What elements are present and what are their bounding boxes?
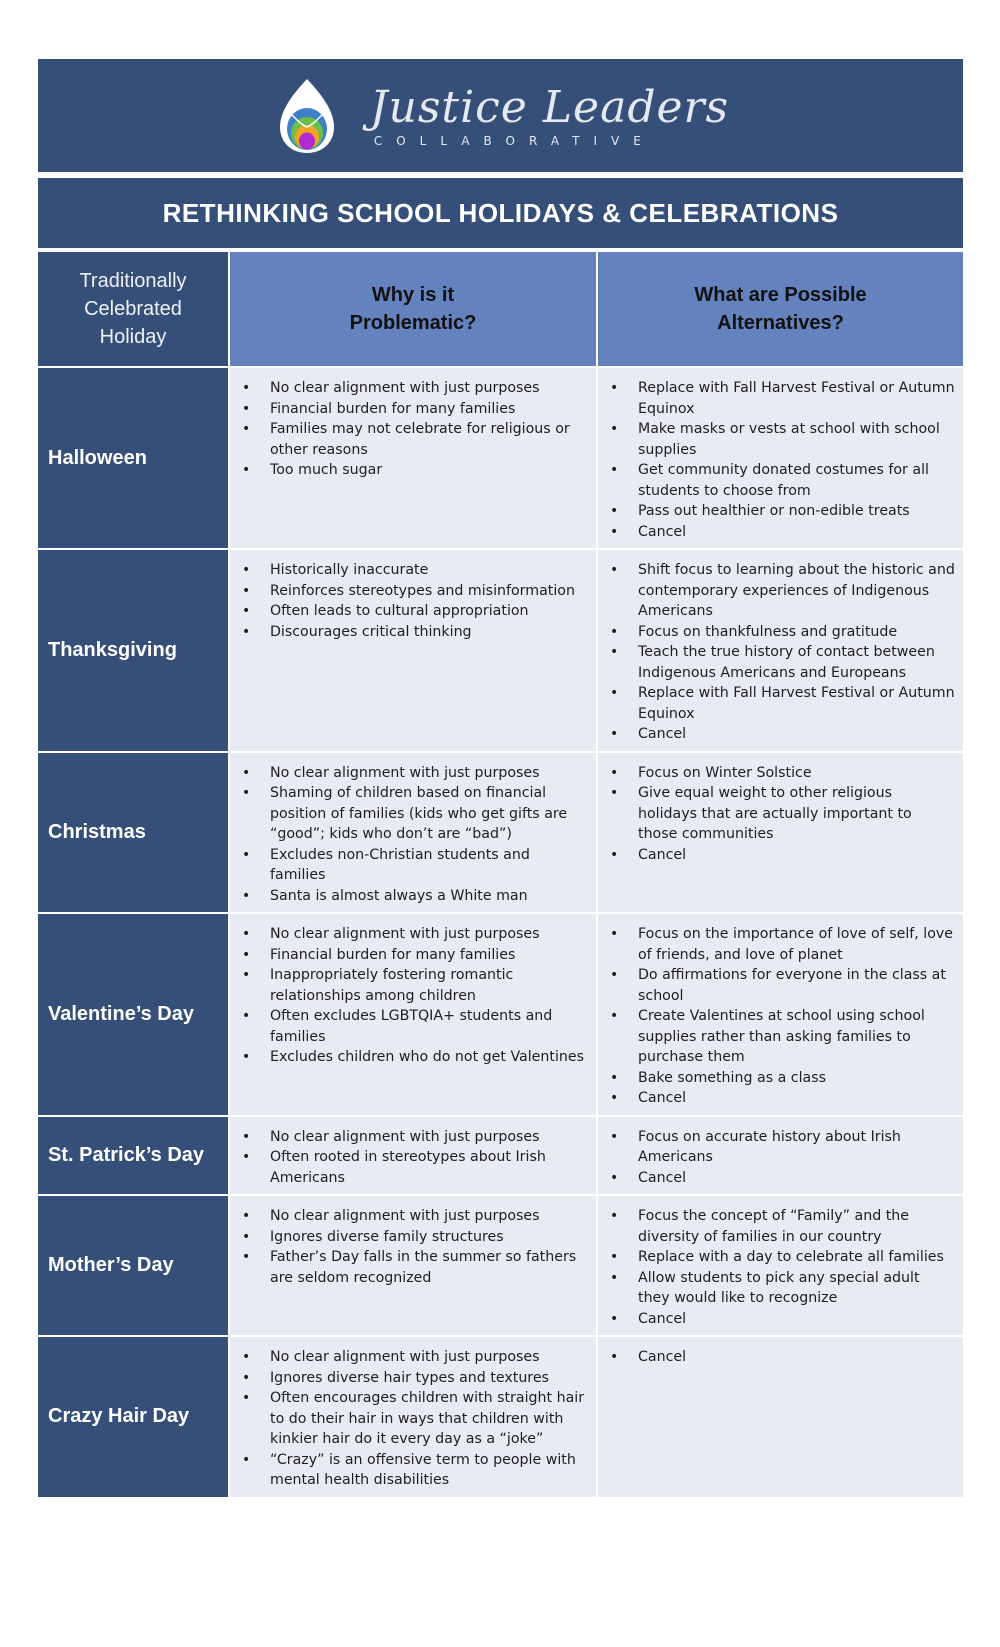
list-item: • “Crazy” is an offensive term to people with mental health disabilities — [270, 1450, 588, 1491]
header-line: Celebrated — [84, 298, 182, 320]
list-item: • Reinforces stereotypes and misinformation — [270, 581, 588, 602]
list-item: • No clear alignment with just purposes — [270, 378, 588, 399]
table-row — [38, 1194, 963, 1335]
list-item: • Shaming of children based on financial position of families (kids who get gifts are “good”; kids who don’t are “bad”) — [270, 783, 588, 845]
list-item: • Create Valentines at school using school supplies rather than asking families to purchase them — [638, 1006, 955, 1068]
problem-cell — [228, 1115, 596, 1195]
list-item: • Discourages critical thinking — [270, 622, 588, 643]
alternatives-cell — [596, 1335, 963, 1497]
header-line: What are Possible — [694, 284, 867, 306]
problem-list — [230, 753, 596, 913]
list-item: • Cancel — [638, 1309, 955, 1330]
alternatives-cell — [596, 1115, 963, 1195]
list-item: • Focus on Winter Solstice — [638, 763, 955, 784]
list-item: • Cancel — [638, 522, 955, 543]
list-item: • Ignores diverse family structures — [270, 1227, 588, 1248]
list-item: • Cancel — [638, 845, 955, 866]
list-item: • Often leads to cultural appropriation — [270, 601, 588, 622]
header-line: Problematic? — [349, 312, 477, 334]
column-header-why — [228, 252, 596, 366]
list-item: • Families may not celebrate for religious or other reasons — [270, 419, 588, 460]
logo — [272, 75, 729, 157]
holidays-table — [38, 252, 963, 1497]
list-item: • Focus on accurate history about Irish Americans — [638, 1127, 955, 1168]
problem-list — [230, 1337, 596, 1497]
list-item: • No clear alignment with just purposes — [270, 924, 588, 945]
header-line: Traditionally — [79, 270, 187, 292]
logo-subtitle: COLLABORATIVE — [373, 133, 655, 148]
table-body — [38, 366, 963, 1497]
problem-cell — [228, 1335, 596, 1497]
column-header-holiday — [38, 252, 228, 366]
problem-cell — [228, 751, 596, 913]
table-row — [38, 751, 963, 913]
alternatives-list — [598, 1117, 963, 1195]
list-item: • Pass out healthier or non-edible treats — [638, 501, 955, 522]
problem-list — [230, 1117, 596, 1195]
list-item: • Replace with a day to celebrate all families — [638, 1247, 955, 1268]
list-item: • Bake something as a class — [638, 1068, 955, 1089]
table-row — [38, 548, 963, 751]
alternatives-list — [598, 753, 963, 872]
list-item: • Shift focus to learning about the historic and contemporary experiences of Indigenous Americans — [638, 560, 955, 622]
alternatives-list — [598, 914, 963, 1115]
list-item: • No clear alignment with just purposes — [270, 1206, 588, 1227]
list-item: • Cancel — [638, 1088, 955, 1109]
problem-cell — [228, 366, 596, 548]
problem-cell — [228, 912, 596, 1115]
header-banner — [38, 59, 963, 172]
header-line: Alternatives? — [717, 312, 844, 334]
list-item: • Focus on the importance of love of self, love of friends, and love of planet — [638, 924, 955, 965]
page-title: RETHINKING SCHOOL HOLIDAYS & CELEBRATIONS — [162, 197, 839, 228]
problem-list — [230, 368, 596, 487]
holiday-name: Halloween — [38, 366, 228, 548]
problem-list — [230, 914, 596, 1074]
alternatives-cell — [596, 1194, 963, 1335]
table-row — [38, 1115, 963, 1195]
alternatives-cell — [596, 548, 963, 751]
alternatives-list — [598, 550, 963, 751]
problem-list — [230, 550, 596, 648]
alternatives-list — [598, 368, 963, 548]
table-row — [38, 366, 963, 548]
list-item: • Historically inaccurate — [270, 560, 588, 581]
alternatives-cell — [596, 751, 963, 913]
list-item: • Financial burden for many families — [270, 945, 588, 966]
list-item: • Focus the concept of “Family” and the diversity of families in our country — [638, 1206, 955, 1247]
alternatives-list — [598, 1196, 963, 1335]
header-line: Holiday — [99, 326, 167, 348]
list-item: • Cancel — [638, 1347, 955, 1368]
holiday-name: Crazy Hair Day — [38, 1335, 228, 1497]
table-header-row — [38, 252, 963, 366]
list-item: • Excludes non-Christian students and families — [270, 845, 588, 886]
list-item: • Focus on thankfulness and gratitude — [638, 622, 955, 643]
logo-title: Justice Leaders — [369, 81, 730, 133]
list-item: • Inappropriately fostering romantic relationships among children — [270, 965, 588, 1006]
list-item: • Give equal weight to other religious holidays that are actually important to those communities — [638, 783, 955, 845]
holiday-name: Christmas — [38, 751, 228, 913]
list-item: • Teach the true history of contact between Indigenous Americans and Europeans — [638, 642, 955, 683]
header-line: Why is it — [371, 284, 455, 306]
list-item: • Often excludes LGBTQIA+ students and families — [270, 1006, 588, 1047]
holiday-name: St. Patrick’s Day — [38, 1115, 228, 1195]
list-item: • Father’s Day falls in the summer so fathers are seldom recognized — [270, 1247, 588, 1288]
list-item: • Excludes children who do not get Valentines — [270, 1047, 588, 1068]
holiday-name: Mother’s Day — [38, 1194, 228, 1335]
list-item: • Make masks or vests at school with school supplies — [638, 419, 955, 460]
list-item: • Ignores diverse hair types and textures — [270, 1368, 588, 1389]
problem-cell — [228, 548, 596, 751]
list-item: • Replace with Fall Harvest Festival or Autumn Equinox — [638, 683, 955, 724]
table-row — [38, 912, 963, 1115]
list-item: • No clear alignment with just purposes — [270, 1127, 588, 1148]
column-header-alternatives — [596, 252, 963, 366]
list-item: • Allow students to pick any special adult they would like to recognize — [638, 1268, 955, 1309]
holiday-name: Thanksgiving — [38, 548, 228, 751]
list-item: • No clear alignment with just purposes — [270, 1347, 588, 1368]
table-row — [38, 1335, 963, 1497]
list-item: • Financial burden for many families — [270, 399, 588, 420]
feather-logo-icon — [272, 75, 342, 157]
list-item: • Often rooted in stereotypes about Irish Americans — [270, 1147, 588, 1188]
holiday-name: Valentine’s Day — [38, 912, 228, 1115]
alternatives-cell — [596, 912, 963, 1115]
list-item: • Too much sugar — [270, 460, 588, 481]
problem-cell — [228, 1194, 596, 1335]
alternatives-list — [598, 1337, 963, 1374]
list-item: • Replace with Fall Harvest Festival or Autumn Equinox — [638, 378, 955, 419]
list-item: • Santa is almost always a White man — [270, 886, 588, 907]
list-item: • Cancel — [638, 724, 955, 745]
title-banner — [38, 178, 963, 248]
list-item: • Cancel — [638, 1168, 955, 1189]
list-item: • No clear alignment with just purposes — [270, 763, 588, 784]
alternatives-cell — [596, 366, 963, 548]
list-item: • Do affirmations for everyone in the class at school — [638, 965, 955, 1006]
problem-list — [230, 1196, 596, 1294]
list-item: • Get community donated costumes for all students to choose from — [638, 460, 955, 501]
list-item: • Often encourages children with straight hair to do their hair in ways that children with kinkier hair do it every day as a “joke” — [270, 1388, 588, 1450]
